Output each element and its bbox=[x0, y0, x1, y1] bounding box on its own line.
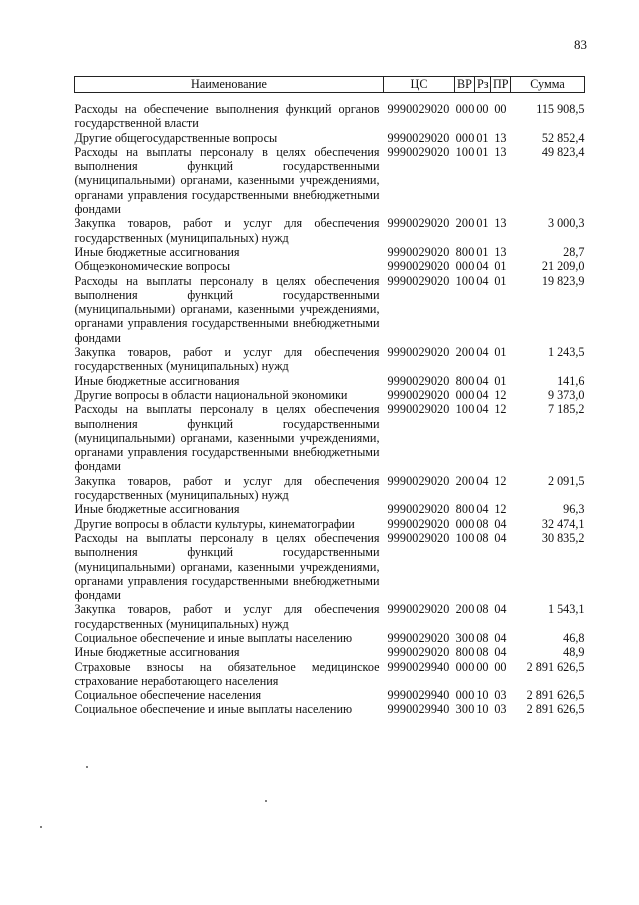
row-pr: 01 bbox=[494, 345, 507, 360]
row-pr: 12 bbox=[494, 402, 507, 417]
row-pr: 04 bbox=[494, 530, 507, 545]
table-row bbox=[75, 274, 585, 345]
row-cs: 9990029020 bbox=[387, 130, 450, 145]
table-row bbox=[75, 216, 585, 245]
table-row bbox=[75, 660, 585, 689]
row-cs: 9990029020 bbox=[387, 387, 450, 402]
row-pr: 13 bbox=[494, 216, 507, 231]
row-name: Социальное обеспечение и иные выплаты населению bbox=[74, 702, 353, 717]
row-vr: 000 bbox=[455, 259, 475, 274]
row-cs: 9990029020 bbox=[387, 402, 450, 417]
row-vr: 200 bbox=[455, 602, 475, 617]
table-row bbox=[75, 502, 585, 516]
table-row bbox=[75, 517, 585, 531]
row-sum: 96,3 bbox=[563, 502, 585, 517]
row-name: Закупка товаров, работ и услуг для обеспечения государственных (муниципальных) нужд bbox=[74, 473, 380, 503]
row-name: Другие вопросы в области культуры, кинематографии bbox=[74, 516, 355, 531]
row-pr: 01 bbox=[494, 259, 507, 274]
row-vr: 000 bbox=[455, 659, 475, 674]
row-cs: 9990029020 bbox=[387, 630, 450, 645]
row-rz: 08 bbox=[476, 602, 489, 617]
header-pr: ПР bbox=[491, 77, 511, 93]
row-rz: 00 bbox=[476, 659, 489, 674]
row-rz: 08 bbox=[476, 516, 489, 531]
row-name: Иные бюджетные ассигнования bbox=[74, 244, 240, 259]
table-row bbox=[75, 374, 585, 388]
table-row bbox=[75, 388, 585, 402]
row-cs: 9990029020 bbox=[387, 502, 450, 517]
row-pr: 03 bbox=[494, 688, 507, 703]
row-sum: 49 823,4 bbox=[541, 144, 585, 159]
row-vr: 200 bbox=[455, 216, 475, 231]
table-row bbox=[75, 702, 585, 716]
table-body bbox=[75, 93, 585, 717]
table-row bbox=[75, 245, 585, 259]
row-rz: 10 bbox=[476, 702, 489, 717]
row-vr: 100 bbox=[455, 273, 475, 288]
row-sum: 1 543,1 bbox=[547, 602, 585, 617]
row-name: Расходы на выплаты персоналу в целях обеспечения выполнения функций государственными (муниципальными) органами, казенными учреждениями, органами управления государственными внебюджетными фондами bbox=[74, 402, 380, 474]
row-cs: 9990029020 bbox=[387, 645, 450, 660]
row-vr: 200 bbox=[455, 473, 475, 488]
row-sum: 28,7 bbox=[563, 244, 585, 259]
row-name: Расходы на выплаты персоналу в целях обеспечения выполнения функций государственными (муниципальными) органами, казенными учреждениями, органами управления государственными внебюджетными фондами bbox=[74, 144, 380, 217]
row-rz: 01 bbox=[476, 244, 489, 259]
header-cs: ЦС bbox=[384, 77, 455, 93]
row-name: Расходы на выплаты персоналу в целях обеспечения выполнения функций государственными (муниципальными) органами, казенными учреждениями, органами управления государственными внебюджетными фондами bbox=[74, 530, 380, 603]
row-vr: 100 bbox=[455, 402, 475, 417]
row-sum: 3 000,3 bbox=[547, 216, 585, 231]
row-cs: 9990029940 bbox=[387, 659, 450, 674]
row-cs: 9990029020 bbox=[387, 602, 450, 617]
row-vr: 800 bbox=[455, 244, 475, 259]
row-cs: 9990029020 bbox=[387, 216, 450, 231]
row-rz: 04 bbox=[476, 387, 489, 402]
row-vr: 200 bbox=[455, 345, 475, 360]
table-row bbox=[75, 631, 585, 645]
row-cs: 9990029020 bbox=[387, 273, 450, 288]
row-vr: 000 bbox=[455, 130, 475, 145]
row-name: Закупка товаров, работ и услуг для обеспечения государственных (муниципальных) нужд bbox=[74, 345, 380, 374]
row-name: Иные бюджетные ассигнования bbox=[74, 645, 240, 660]
row-sum: 141,6 bbox=[557, 373, 585, 388]
scan-speck bbox=[86, 766, 88, 768]
header-rz: Рз bbox=[475, 77, 491, 93]
row-vr: 000 bbox=[455, 387, 475, 402]
row-vr: 100 bbox=[455, 144, 475, 159]
row-vr: 000 bbox=[455, 516, 475, 531]
row-sum: 2 891 626,5 bbox=[526, 688, 585, 703]
row-sum: 2 891 626,5 bbox=[526, 702, 585, 717]
row-pr: 12 bbox=[494, 387, 507, 402]
row-vr: 800 bbox=[455, 373, 475, 388]
row-vr: 800 bbox=[455, 502, 475, 517]
row-pr: 13 bbox=[494, 144, 507, 159]
row-sum: 2 891 626,5 bbox=[526, 659, 585, 674]
row-sum: 1 243,5 bbox=[547, 345, 585, 360]
row-rz: 04 bbox=[476, 402, 489, 417]
table-header bbox=[75, 77, 585, 93]
row-rz: 10 bbox=[476, 688, 489, 703]
header-name: Наименование bbox=[75, 77, 384, 93]
table-row bbox=[75, 345, 585, 374]
row-pr: 04 bbox=[494, 645, 507, 660]
row-rz: 08 bbox=[476, 630, 489, 645]
row-name: Общеэкономические вопросы bbox=[74, 259, 231, 274]
scan-speck bbox=[265, 800, 267, 802]
row-sum: 46,8 bbox=[563, 630, 585, 645]
table-row bbox=[75, 259, 585, 273]
row-rz: 00 bbox=[476, 102, 489, 116]
row-rz: 01 bbox=[476, 216, 489, 231]
row-sum: 21 209,0 bbox=[541, 259, 585, 274]
row-name: Иные бюджетные ассигнования bbox=[74, 373, 240, 388]
row-pr: 01 bbox=[494, 373, 507, 388]
row-sum: 115 908,5 bbox=[536, 102, 585, 116]
row-cs: 9990029940 bbox=[387, 702, 450, 717]
row-pr: 00 bbox=[494, 659, 507, 674]
row-pr: 01 bbox=[494, 273, 507, 288]
row-cs: 9990029020 bbox=[387, 102, 450, 116]
row-name: Закупка товаров, работ и услуг для обеспечения государственных (муниципальных) нужд bbox=[74, 602, 380, 631]
row-name: Страховые взносы на обязательное медицинское страхование неработающего населения bbox=[74, 659, 380, 688]
row-rz: 04 bbox=[476, 373, 489, 388]
row-rz: 04 bbox=[476, 273, 489, 288]
row-rz: 08 bbox=[476, 530, 489, 545]
row-name: Социальное обеспечение и иные выплаты населению bbox=[74, 630, 353, 645]
scan-speck bbox=[40, 826, 42, 828]
row-sum: 32 474,1 bbox=[541, 516, 585, 531]
row-pr: 04 bbox=[494, 516, 507, 531]
row-vr: 300 bbox=[455, 702, 475, 717]
table-row bbox=[75, 145, 585, 216]
row-name: Расходы на обеспечение выполнения функций органов государственной власти bbox=[74, 102, 380, 131]
table-row bbox=[75, 402, 585, 473]
row-cs: 9990029020 bbox=[387, 244, 450, 259]
row-sum: 7 185,2 bbox=[547, 402, 585, 417]
row-vr: 000 bbox=[455, 688, 475, 703]
row-rz: 01 bbox=[476, 130, 489, 145]
row-sum: 52 852,4 bbox=[541, 130, 585, 145]
row-name: Закупка товаров, работ и услуг для обеспечения государственных (муниципальных) нужд bbox=[74, 216, 380, 245]
row-name: Иные бюджетные ассигнования bbox=[74, 502, 240, 517]
row-cs: 9990029020 bbox=[387, 345, 450, 360]
row-sum: 9 373,0 bbox=[547, 387, 585, 402]
header-sum: Сумма bbox=[511, 77, 585, 93]
row-rz: 04 bbox=[476, 345, 489, 360]
row-sum: 19 823,9 bbox=[541, 273, 585, 288]
row-vr: 300 bbox=[455, 630, 475, 645]
row-cs: 9990029020 bbox=[387, 530, 450, 545]
table-row bbox=[75, 645, 585, 659]
table-row bbox=[75, 531, 585, 602]
row-pr: 00 bbox=[494, 102, 507, 116]
row-cs: 9990029020 bbox=[387, 473, 450, 488]
row-pr: 03 bbox=[494, 702, 507, 717]
table-row bbox=[75, 602, 585, 631]
row-sum: 30 835,2 bbox=[541, 530, 585, 545]
row-rz: 04 bbox=[476, 473, 489, 488]
row-vr: 000 bbox=[455, 102, 475, 116]
row-pr: 13 bbox=[494, 130, 507, 145]
row-name: Социальное обеспечение населения bbox=[74, 688, 262, 703]
table-row bbox=[75, 131, 585, 145]
row-cs: 9990029020 bbox=[387, 516, 450, 531]
header-vr: ВР bbox=[455, 77, 475, 93]
row-cs: 9990029020 bbox=[387, 259, 450, 274]
row-cs: 9990029020 bbox=[387, 144, 450, 159]
row-cs: 9990029020 bbox=[387, 373, 450, 388]
budget-table bbox=[74, 76, 585, 717]
row-name: Расходы на выплаты персоналу в целях обеспечения выполнения функций государственными (муниципальными) органами, казенными учреждениями, органами управления государственными внебюджетными фондами bbox=[74, 273, 380, 345]
row-name: Другие вопросы в области национальной экономики bbox=[74, 387, 348, 402]
row-rz: 04 bbox=[476, 502, 489, 517]
table-row bbox=[75, 474, 585, 503]
row-pr: 13 bbox=[494, 244, 507, 259]
row-vr: 800 bbox=[455, 645, 475, 660]
table-row bbox=[75, 688, 585, 702]
row-sum: 48,9 bbox=[563, 645, 585, 660]
row-pr: 12 bbox=[494, 502, 507, 517]
row-cs: 9990029940 bbox=[387, 688, 450, 703]
row-rz: 04 bbox=[476, 259, 489, 274]
row-sum: 2 091,5 bbox=[547, 473, 585, 488]
row-vr: 100 bbox=[455, 530, 475, 545]
row-pr: 04 bbox=[494, 602, 507, 617]
row-name: Другие общегосударственные вопросы bbox=[74, 130, 278, 145]
row-pr: 04 bbox=[494, 630, 507, 645]
row-rz: 08 bbox=[476, 645, 489, 660]
table-row bbox=[75, 93, 585, 131]
row-pr: 12 bbox=[494, 473, 507, 488]
row-rz: 01 bbox=[476, 144, 489, 159]
page-number: 83 bbox=[574, 37, 587, 52]
